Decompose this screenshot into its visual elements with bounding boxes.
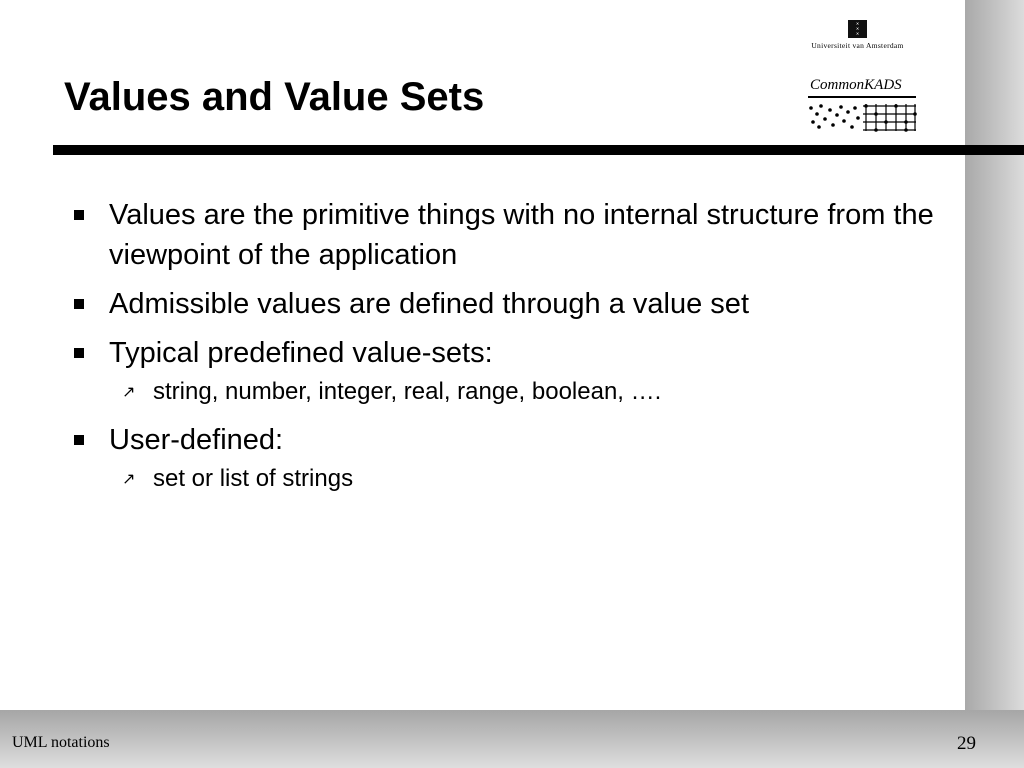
footer-band <box>0 710 1024 768</box>
arrow-up-right-icon: ↗ <box>122 469 136 488</box>
right-gray-band <box>965 0 1024 768</box>
commonkads-logo-rule <box>808 96 916 98</box>
university-name: Universiteit van Amsterdam <box>811 41 904 50</box>
uva-crest-icon: ✕ ✕ ✕ <box>848 20 867 38</box>
sub-bullet-text: string, number, integer, real, range, boolean, …. <box>153 378 662 405</box>
list-item <box>70 420 950 460</box>
bullet-list <box>70 195 950 507</box>
bullet-text: Values are the primitive things with no internal structure from the viewpoint of the application <box>109 199 934 271</box>
sub-bullet-text: set or list of strings <box>153 465 354 492</box>
square-bullet-icon <box>74 210 84 220</box>
page-number: 29 <box>957 733 976 754</box>
list-item <box>70 333 950 373</box>
square-bullet-icon <box>74 299 84 309</box>
bullet-text: Typical predefined value-sets: <box>109 337 493 369</box>
square-bullet-icon <box>74 435 84 445</box>
square-bullet-icon <box>74 348 84 358</box>
sub-list-item <box>70 376 950 408</box>
footer-title: UML notations <box>12 734 110 751</box>
title-rule <box>53 145 1024 155</box>
commonkads-logo-text: CommonKADS <box>810 77 902 93</box>
bullet-text: Admissible values are defined through a value set <box>109 288 749 320</box>
sub-list-item <box>70 463 950 495</box>
arrow-up-right-icon: ↗ <box>122 382 136 401</box>
list-item <box>70 284 950 324</box>
page-title: Values and Value Sets <box>64 75 485 119</box>
commonkads-dot-grid-icon <box>808 100 918 132</box>
bullet-text: User-defined: <box>109 424 284 456</box>
list-item <box>70 195 950 275</box>
